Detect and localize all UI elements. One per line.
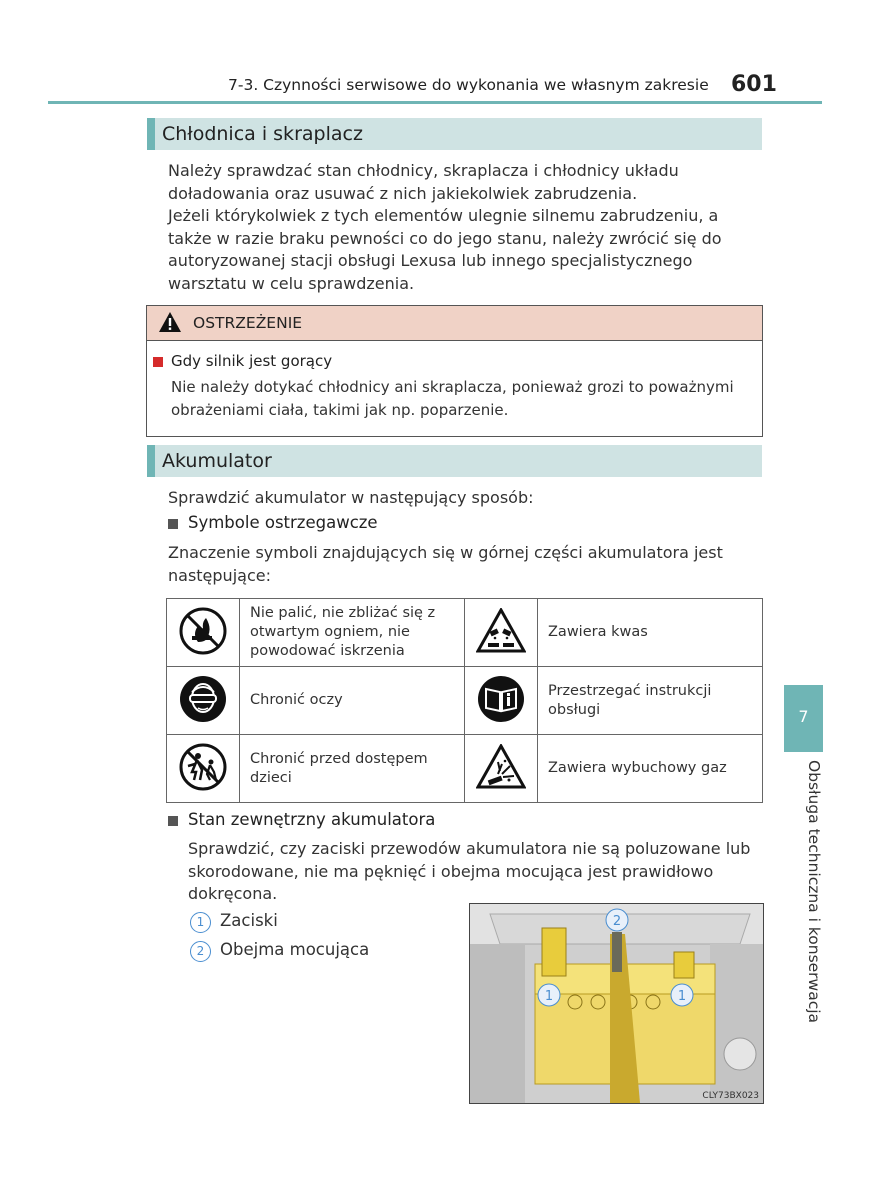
battery-illustration [470, 904, 763, 1103]
section-heading-battery [147, 445, 762, 477]
warning-box [146, 305, 763, 437]
legend-label-terminals: Zaciski [220, 911, 278, 930]
symbols-description: Znaczenie symboli znajdujących się w górnej części akumulatora jest następujące: [168, 543, 723, 585]
symbol-cell [167, 599, 240, 667]
symbol-label: Chronić oczy [240, 667, 465, 735]
warning-body: Nie należy dotykać chłodnicy ani skraplacza, ponieważ grozi to poważnymi obrażeniami ciała, takimi jak np. poparzenie. [171, 378, 734, 419]
header-rule [48, 101, 822, 104]
symbols-table [166, 598, 763, 803]
battery-condition-text: Sprawdzić, czy zaciski przewodów akumulatora nie są poluzowane lub skorodowane, nie ma pęknięć i obejma mocująca jest prawidłowo dokręcona. [188, 839, 751, 903]
symbol-label: Nie palić, nie zbliżać się z otwartym ogniem, nie powodować iskrzenia [240, 599, 465, 667]
chapter-tab [784, 685, 823, 752]
warning-subheading: Gdy silnik jest gorący [171, 352, 333, 370]
symbol-label: Przestrzegać instrukcji obsługi [538, 667, 763, 735]
table-row [167, 667, 763, 735]
symbol-label: Zawiera kwas [538, 599, 763, 667]
warning-header [147, 306, 762, 341]
warning-triangle-icon [159, 312, 181, 332]
legend-label-clamp: Obejma mocująca [220, 940, 370, 959]
acid-icon [476, 608, 526, 654]
red-square-bullet-icon [153, 357, 163, 367]
section-accent [147, 118, 155, 150]
table-row [167, 599, 763, 667]
warning-label: OSTRZEŻENIE [193, 314, 303, 332]
photo-code: CLY73BX023 [702, 1091, 759, 1101]
battery-photo [469, 903, 764, 1104]
callout-number-1: 1 [190, 912, 211, 933]
table-row [167, 735, 763, 803]
callout-number-2: 2 [190, 941, 211, 962]
symbol-cell [465, 599, 538, 667]
section-heading-radiator [147, 118, 762, 150]
square-bullet-icon [168, 816, 178, 826]
symbol-label: Chronić przed dostępem dzieci [240, 735, 465, 803]
chapter-number: 7 [798, 707, 809, 726]
battery-intro: Sprawdzić akumulator w następujący sposób: [168, 488, 534, 507]
explosive-icon [476, 744, 526, 790]
chapter-title-vertical: Obsługa techniczna i konserwacja [805, 760, 823, 1024]
symbol-cell [465, 667, 538, 735]
page-number: 601 [731, 72, 777, 97]
section-accent [147, 445, 155, 477]
svg-text:2: 2 [612, 914, 622, 929]
section-title: Chłodnica i skraplacz [162, 123, 363, 145]
eye-protection-icon [178, 674, 228, 724]
no-children-icon [178, 742, 228, 792]
radiator-paragraph-1: Należy sprawdzać stan chłodnicy, skraplacza i chłodnicy układu doładowania oraz usuwać z nich jakiekolwiek zabrudzenia. [168, 161, 679, 203]
radiator-paragraph-2: Jeżeli którykolwiek z tych elementów ulegnie silnemu zabrudzeniu, a także w razie braku pewności co do jego stanu, należy zwrócić się do autoryzowanej stacji obsługi Lexusa lub innego specjalistycznego warsztatu w celu sprawdzenia. [168, 206, 722, 293]
subheading-warning-symbols: Symbole ostrzegawcze [188, 513, 378, 532]
subheading-battery-condition: Stan zewnętrzny akumulatora [188, 810, 436, 829]
symbol-cell [167, 735, 240, 803]
symbol-cell [167, 667, 240, 735]
section-title: Akumulator [162, 450, 272, 472]
symbol-cell [465, 735, 538, 803]
no-fire-icon [178, 606, 228, 656]
symbol-label: Zawiera wybuchowy gaz [538, 735, 763, 803]
svg-text:1: 1 [677, 989, 687, 1004]
square-bullet-icon [168, 519, 178, 529]
header-section-path: 7-3. Czynności serwisowe do wykonania we własnym zakresie [228, 76, 709, 94]
svg-text:1: 1 [544, 989, 554, 1004]
manual-icon [476, 674, 526, 724]
